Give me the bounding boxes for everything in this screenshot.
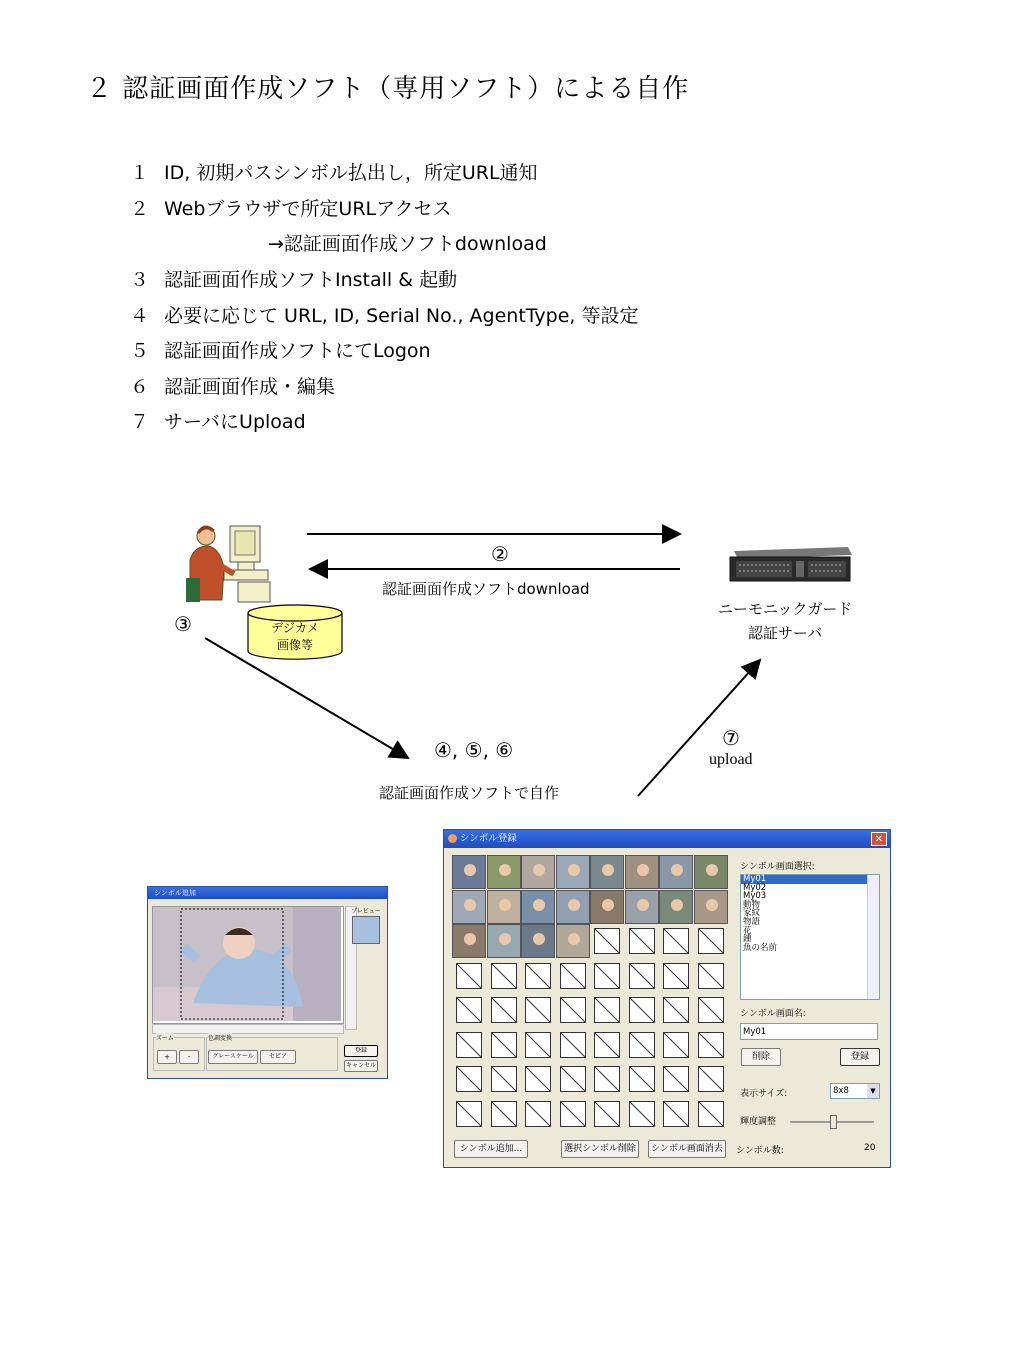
list-item[interactable]: 魚の名前 — [743, 942, 778, 953]
empty-symbol-cell[interactable] — [663, 963, 689, 989]
empty-symbol-cell[interactable] — [629, 1066, 655, 1092]
color-convert-label: 色調変換 — [208, 1035, 233, 1042]
empty-symbol-cell[interactable] — [629, 1032, 655, 1058]
symbol-thumbnail[interactable] — [452, 924, 486, 958]
empty-symbol-cell[interactable] — [663, 1066, 689, 1092]
symbol-thumbnail[interactable] — [625, 890, 659, 924]
register-window-titlebar — [444, 830, 890, 848]
screen-name-label: シンボル画面名: — [740, 1009, 806, 1019]
selfmade-label: 認証画面作成ソフトで自作 — [379, 784, 560, 802]
empty-symbol-cell[interactable] — [560, 1066, 586, 1092]
server-label-line2: 認証サーバ — [748, 624, 823, 642]
grayscale-button[interactable]: グレースケール — [208, 1050, 258, 1064]
photo-subject — [464, 933, 476, 945]
window-title: シンボル登録 — [460, 833, 517, 844]
symbol-thumbnail[interactable] — [452, 855, 486, 889]
empty-symbol-cell[interactable] — [698, 1066, 724, 1092]
empty-symbol-cell[interactable] — [698, 963, 724, 989]
empty-symbol-cell[interactable] — [629, 928, 655, 954]
empty-symbol-cell[interactable] — [525, 1066, 551, 1092]
zoom-label: ズーム — [156, 1035, 174, 1042]
photo-subject — [499, 933, 511, 945]
empty-symbol-cell[interactable] — [629, 1101, 655, 1127]
step-text: サーバにUpload — [164, 411, 306, 433]
photo-canvas[interactable] — [152, 906, 344, 1024]
step-3 — [130, 265, 457, 292]
step-text: Webブラウザで所定URLアクセス — [164, 198, 452, 220]
empty-symbol-cell[interactable] — [560, 997, 586, 1023]
horizontal-scrollbar[interactable] — [152, 1024, 344, 1034]
list-item[interactable]: 動物 — [743, 899, 761, 910]
photo-subject — [568, 864, 580, 876]
empty-symbol-cell[interactable] — [491, 963, 517, 989]
step-text: 認証画面作成ソフトInstall & 起動 — [164, 269, 458, 291]
empty-symbol-cell[interactable] — [594, 928, 620, 954]
step-2-sub — [268, 229, 547, 256]
empty-symbol-cell[interactable] — [663, 928, 689, 954]
step-number: １ — [130, 162, 150, 184]
step-text: 必要に応じて URL, ID, Serial No., AgentType, 等設定 — [164, 305, 639, 327]
list-item[interactable]: 物語 — [743, 916, 761, 927]
empty-symbol-cell[interactable] — [698, 928, 724, 954]
symbol-thumbnail[interactable] — [521, 924, 555, 958]
empty-symbol-cell[interactable] — [594, 1032, 620, 1058]
empty-symbol-cell[interactable] — [456, 1066, 482, 1092]
size-select[interactable] — [830, 1083, 880, 1099]
step-2 — [130, 194, 452, 221]
symbol-thumbnail[interactable] — [590, 855, 624, 889]
cancel-button[interactable]: キャンセル — [344, 1060, 378, 1072]
empty-symbol-cell[interactable] — [456, 997, 482, 1023]
empty-symbol-cell[interactable] — [663, 997, 689, 1023]
empty-symbol-cell[interactable] — [560, 1032, 586, 1058]
empty-symbol-cell[interactable] — [594, 1066, 620, 1092]
register-screen-button[interactable]: 登録 — [840, 1048, 880, 1066]
screen-name-input[interactable] — [740, 1023, 878, 1040]
photo-subject — [602, 899, 614, 911]
symbol-grid[interactable] — [452, 855, 736, 1141]
screen-listbox[interactable] — [740, 874, 880, 1000]
cylinder-label-line2: 画像等 — [276, 638, 313, 652]
list-item[interactable]: My02 — [743, 882, 767, 893]
empty-symbol-cell[interactable] — [491, 997, 517, 1023]
list-item[interactable]: 鍾 — [743, 934, 752, 945]
photo-subject — [706, 864, 718, 876]
symbol-thumbnail[interactable] — [694, 855, 728, 889]
photo-subject — [671, 864, 683, 876]
symbol-thumbnail[interactable] — [521, 855, 555, 889]
empty-symbol-cell[interactable] — [663, 1032, 689, 1058]
step-6 — [130, 372, 335, 399]
list-scrollbar[interactable] — [867, 875, 879, 999]
photo-subject — [637, 899, 649, 911]
empty-symbol-cell[interactable] — [698, 997, 724, 1023]
size-label: 表示サイズ: — [740, 1089, 788, 1099]
symbol-add-window — [147, 886, 388, 1079]
empty-symbol-cell[interactable] — [525, 1101, 551, 1127]
preview-label: プレビュー — [351, 908, 381, 915]
step-3-marker: ③ — [174, 612, 192, 636]
photo-subject — [706, 899, 718, 911]
empty-symbol-cell[interactable] — [456, 963, 482, 989]
step-5 — [130, 336, 431, 363]
empty-symbol-cell[interactable] — [663, 1101, 689, 1127]
step-number: ３ — [130, 269, 150, 291]
step-text: 認証画面作成ソフトにてLogon — [164, 340, 431, 362]
arrow-upload — [638, 660, 760, 796]
empty-symbol-cell[interactable] — [629, 963, 655, 989]
download-label: 認証画面作成ソフトdownload — [382, 580, 590, 598]
zoom-in-button[interactable]: + — [157, 1050, 177, 1064]
step-7-marker: ⑦ — [722, 726, 740, 750]
photo-subject — [602, 864, 614, 876]
register-button[interactable]: 登録 — [344, 1045, 378, 1057]
size-select-value: 8x8 — [833, 1086, 849, 1096]
list-item[interactable]: 花 — [743, 925, 752, 936]
empty-symbol-cell[interactable] — [594, 963, 620, 989]
photo-subject — [637, 864, 649, 876]
step-456-marker: ④, ⑤, ⑥ — [434, 738, 514, 762]
photo-subject — [568, 933, 580, 945]
clear-screen-button[interactable]: シンボル画面消去 — [648, 1140, 726, 1158]
step-1 — [130, 158, 538, 185]
empty-symbol-cell[interactable] — [560, 963, 586, 989]
symbol-thumbnail[interactable] — [625, 855, 659, 889]
photo-subject — [499, 864, 511, 876]
symbol-thumbnail[interactable] — [452, 890, 486, 924]
empty-symbol-cell[interactable] — [491, 1066, 517, 1092]
empty-symbol-cell[interactable] — [629, 997, 655, 1023]
symbol-thumbnail[interactable] — [556, 890, 590, 924]
empty-symbol-cell[interactable] — [525, 997, 551, 1023]
photo-subject — [568, 899, 580, 911]
step-text: 認証画面作成・編集 — [164, 376, 336, 398]
symbol-thumbnail[interactable] — [487, 924, 521, 958]
photo-subject — [533, 864, 545, 876]
sepia-button[interactable]: セピア — [260, 1050, 296, 1064]
step-2-marker: ② — [491, 542, 509, 566]
empty-symbol-cell[interactable] — [456, 1032, 482, 1058]
zoom-out-button[interactable]: - — [179, 1050, 199, 1064]
step-text: →認証画面作成ソフトdownload — [268, 233, 547, 255]
brightness-slider-thumb[interactable] — [830, 1115, 837, 1129]
add-symbol-button[interactable]: シンボル追加... — [454, 1140, 528, 1158]
step-text: ID, 初期パスシンボル払出し，所定URL通知 — [164, 162, 538, 184]
step-number: ７ — [130, 411, 150, 433]
page-title: ２ 認証画面作成ソフト（専用ソフト）による自作 — [86, 74, 690, 104]
server-icon — [728, 545, 854, 583]
symbol-thumbnail[interactable] — [659, 890, 693, 924]
empty-symbol-cell[interactable] — [594, 1101, 620, 1127]
cylinder-label-line1: デジカメ — [271, 621, 319, 635]
symbol-thumbnail[interactable] — [487, 855, 521, 889]
empty-symbol-cell[interactable] — [698, 1032, 724, 1058]
symbol-thumbnail[interactable] — [556, 855, 590, 889]
upload-label: upload — [709, 751, 753, 768]
empty-symbol-cell[interactable] — [456, 1101, 482, 1127]
step-number: ２ — [130, 198, 150, 220]
step-number: ４ — [130, 305, 150, 327]
empty-symbol-cell[interactable] — [560, 1101, 586, 1127]
symbol-thumbnail[interactable] — [590, 890, 624, 924]
symbol-count-value: 20 — [864, 1143, 876, 1153]
empty-symbol-cell[interactable] — [491, 1101, 517, 1127]
step-7 — [130, 407, 306, 434]
photo-subject — [464, 899, 476, 911]
step-4 — [130, 301, 639, 328]
flow-arrows — [0, 500, 1024, 820]
symbol-thumbnail[interactable] — [694, 890, 728, 924]
delete-selected-symbol-button[interactable]: 選択シンボル削除 — [561, 1140, 639, 1158]
preview-thumbnail — [352, 916, 380, 944]
delete-button[interactable]: 削除 — [741, 1048, 781, 1066]
symbol-thumbnail[interactable] — [521, 890, 555, 924]
step-number: ６ — [130, 376, 150, 398]
empty-symbol-cell[interactable] — [594, 997, 620, 1023]
list-item[interactable]: 家紋 — [743, 908, 761, 919]
photo-subject — [499, 899, 511, 911]
step-number: ５ — [130, 340, 150, 362]
add-window-titlebar: シンボル追加 — [148, 887, 387, 899]
empty-symbol-cell[interactable] — [525, 1032, 551, 1058]
photo-subject — [671, 899, 683, 911]
symbol-thumbnail[interactable] — [659, 855, 693, 889]
photo-subject — [533, 899, 545, 911]
empty-symbol-cell[interactable] — [698, 1101, 724, 1127]
close-icon[interactable]: ✕ — [871, 832, 887, 846]
photo-subject — [464, 864, 476, 876]
app-icon — [448, 834, 457, 843]
screen-select-label: シンボル画面選択: — [740, 862, 815, 872]
user-computer-icon — [182, 518, 282, 606]
list-item[interactable]: My01 — [741, 875, 879, 884]
symbol-register-window — [443, 829, 891, 1168]
photo-subject — [533, 933, 545, 945]
chevron-down-icon[interactable]: ▼ — [867, 1084, 879, 1098]
brightness-label: 輝度調整 — [740, 1117, 777, 1127]
symbol-count-label: シンボル数: — [736, 1146, 784, 1156]
baby-photo-image — [153, 907, 341, 1021]
symbol-thumbnail[interactable] — [556, 924, 590, 958]
empty-symbol-cell[interactable] — [525, 963, 551, 989]
server-label-line1: ニーモニックガード — [718, 600, 853, 618]
symbol-thumbnail[interactable] — [487, 890, 521, 924]
list-item[interactable]: My03 — [743, 891, 767, 902]
cylinder-label — [246, 620, 344, 654]
empty-symbol-cell[interactable] — [491, 1032, 517, 1058]
